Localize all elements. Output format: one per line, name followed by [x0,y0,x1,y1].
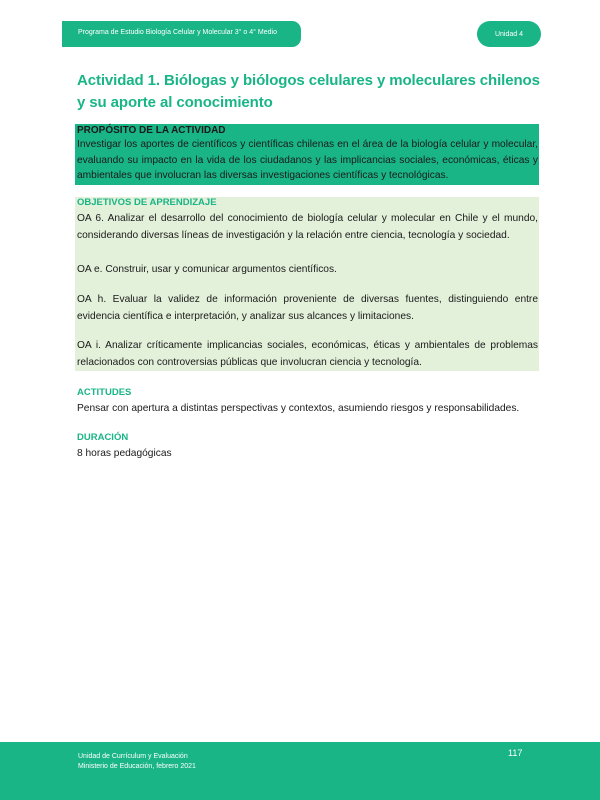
objective-oa-i: OA i. Analizar críticamente implicancias sociales, económicas, éticas y ambientales de problemas relacionados con controversias públicas que involucran ciencia y tecnología. [77,340,538,368]
footer-ministry: Ministerio de Educación, febrero 2021 [78,763,196,770]
duration-text: 8 horas pedagógicas [77,448,172,459]
page-number: 117 [508,748,523,758]
unit-badge: Unidad 4 [477,21,541,47]
footer-department: Unidad de Currículum y Evaluación [78,753,188,760]
attitudes-heading: ACTITUDES [77,387,132,398]
objective-oa-e: OA e. Construir, usar y comunicar argumentos científicos. [77,264,337,275]
attitudes-text: Pensar con apertura a distintas perspectivas y contextos, asumiendo riesgos y responsabilidades. [77,403,520,414]
objectives-heading: OBJETIVOS DE APRENDIZAJE [77,197,217,208]
objective-oa-6: OA 6. Analizar el desarrollo del conocimiento de biología celular y molecular en Chile y el mundo, considerando diversas líneas de investigación y la relación entre ciencia, tecnología y sociedad. [77,213,538,241]
purpose-text: Investigar los aportes de científicos y científicas chilenas en el área de la biología celular y molecular, evaluando su impacto en la vida de los ciudadanos y las implicancias sociales, económicas, éticas y ambientales que involucran las diversas investigaciones científicas y tecnológicas. [77,139,538,181]
activity-title: Actividad 1. Biólogas y biólogos celulares y moleculares chilenos y su aporte al conocimiento [77,72,540,111]
objective-oa-h: OA h. Evaluar la validez de información proveniente de diversas fuentes, distinguiendo entre evidencia científica e interpretación, y analizar sus alcances y limitaciones. [77,294,538,322]
purpose-heading: PROPÓSITO DE LA ACTIVIDAD [77,125,226,136]
duration-heading: DURACIÓN [77,432,129,443]
program-title: Programa de Estudio Biología Celular y Molecular 3° o 4° Medio [78,29,277,36]
